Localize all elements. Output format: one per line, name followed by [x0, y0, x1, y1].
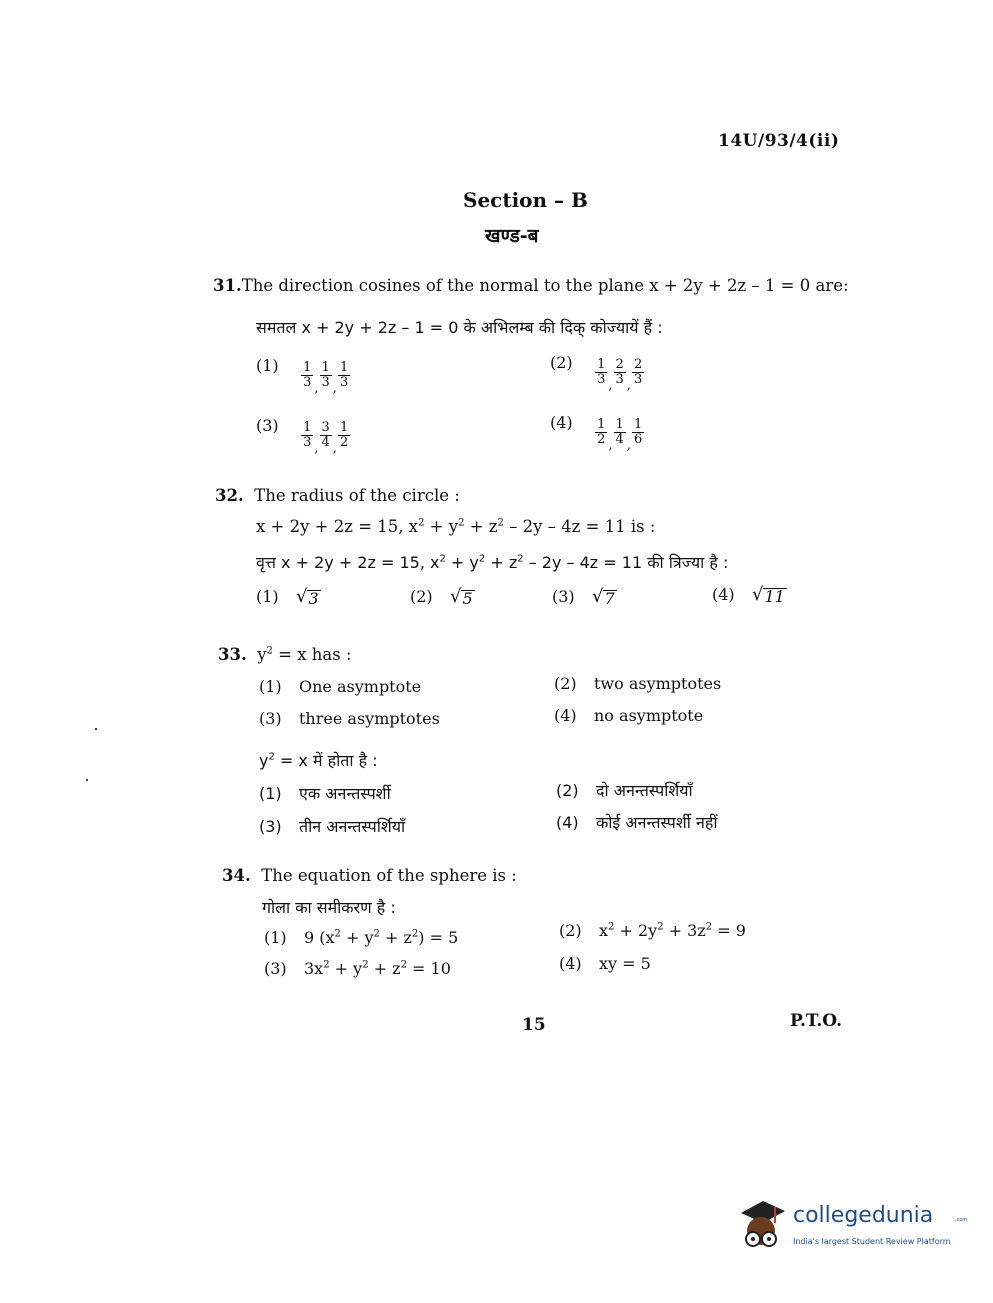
question-34: 34. The equation of the sphere is :	[222, 866, 517, 885]
q31-option-3	[256, 416, 350, 456]
question-33: 33. $y^2 = x$ has :	[218, 645, 352, 664]
paper-code: 14U/93/4(ii)	[718, 131, 840, 151]
q31-option-2	[550, 353, 644, 393]
q33-option-3: (3) three asymptotes	[259, 709, 440, 728]
page-number: 15	[522, 1015, 546, 1035]
question-32	[215, 486, 460, 505]
section-title-hindi: खण्ड-ब	[485, 225, 539, 247]
q31-option-4	[550, 413, 644, 453]
q33-hindi-option-1: (1) एक अनन्तस्पर्शी	[259, 784, 391, 803]
option-label: (3)	[256, 416, 279, 435]
scan-speck	[86, 779, 88, 781]
logo-wordmark: collegedunia	[793, 1203, 934, 1228]
q34-option-2: (2) $x^2 + 2y^2 + 3z^2 = 9$	[559, 921, 746, 940]
q33-hindi-option-2: (2) दो अनन्तस्पर्शियाँ	[556, 781, 693, 800]
q32-option-1: (1) √ 3	[256, 586, 319, 608]
question-text: The radius of the circle :	[254, 486, 460, 505]
question-32-hindi: वृत्त x + 2y + 2z = 15, $x^2 + y^2 + z^2 - 2y - 4z = 11$ की त्रिज्या है :	[256, 553, 729, 572]
student-mascot-icon	[735, 1195, 791, 1255]
collegedunia-logo	[735, 1195, 968, 1260]
option-label: (1)	[256, 356, 279, 375]
question-number: 31.	[213, 276, 242, 295]
fraction-list: $\frac{1}{2}$ , $\frac{1}{4}$ , $\frac{1}{6}$	[597, 417, 643, 453]
q34-option-3: (3) $3x^2 + y^2 + z^2 = 10$	[264, 959, 451, 978]
question-text: The direction cosines of the normal to the plane x + 2y + 2z – 1 = 0 are:	[241, 276, 849, 295]
scan-speck	[95, 728, 97, 730]
q33-option-1: (1) One asymptote	[259, 677, 422, 696]
q33-option-4: (4) no asymptote	[554, 706, 704, 725]
question-33-hindi: $y^2 = x$ में होता है :	[259, 751, 378, 770]
q33-hindi-option-4: (4) कोई अनन्तस्पर्शी नहीं	[556, 813, 718, 832]
question-31-hindi: समतल x + 2y + 2z – 1 = 0 के अभिलम्ब की दिक् कोज्यायें हैं :	[256, 318, 663, 337]
q31-option-1	[256, 356, 350, 396]
fraction-list: $\frac{1}{3}$ , $\frac{3}{4}$ , $\frac{1}{2}$	[303, 420, 349, 456]
question-34-hindi: गोला का समीकरण है :	[262, 898, 396, 917]
fraction-list: $\frac{1}{3}$ , $\frac{1}{3}$ , $\frac{1}{3}$	[303, 360, 349, 396]
logo-tagline: India's largest Student Review Platform	[793, 1237, 951, 1246]
q33-option-2: (2) two asymptotes	[554, 674, 722, 693]
pto-label: P.T.O.	[790, 1011, 842, 1031]
option-label: (2)	[550, 353, 573, 372]
question-31	[213, 276, 849, 295]
q34-option-1: (1) 9 $(x^2 + y^2 + z^2) = 5$	[264, 928, 459, 947]
q34-option-4: (4) xy = 5	[559, 954, 651, 973]
fraction-list: $\frac{1}{3}$ , $\frac{2}{3}$ , $\frac{2}{3}$	[597, 357, 643, 393]
q32-option-2: (2) √ 5	[410, 586, 473, 608]
q33-hindi-option-3: (3) तीन अनन्तस्पर्शियाँ	[259, 817, 406, 836]
section-title: Section – B	[463, 188, 588, 212]
option-label: (4)	[550, 413, 573, 432]
question-number: 32.	[215, 486, 244, 505]
logo-com: .com	[955, 1217, 968, 1223]
q32-option-3: (3) √ 7	[552, 586, 615, 608]
question-32-equation: x + 2y + 2z = 15, $x^2 + y^2 + z^2 - 2y - 4z = 11$ is :	[256, 517, 656, 536]
q32-option-4: (4) √ 11	[712, 584, 785, 606]
